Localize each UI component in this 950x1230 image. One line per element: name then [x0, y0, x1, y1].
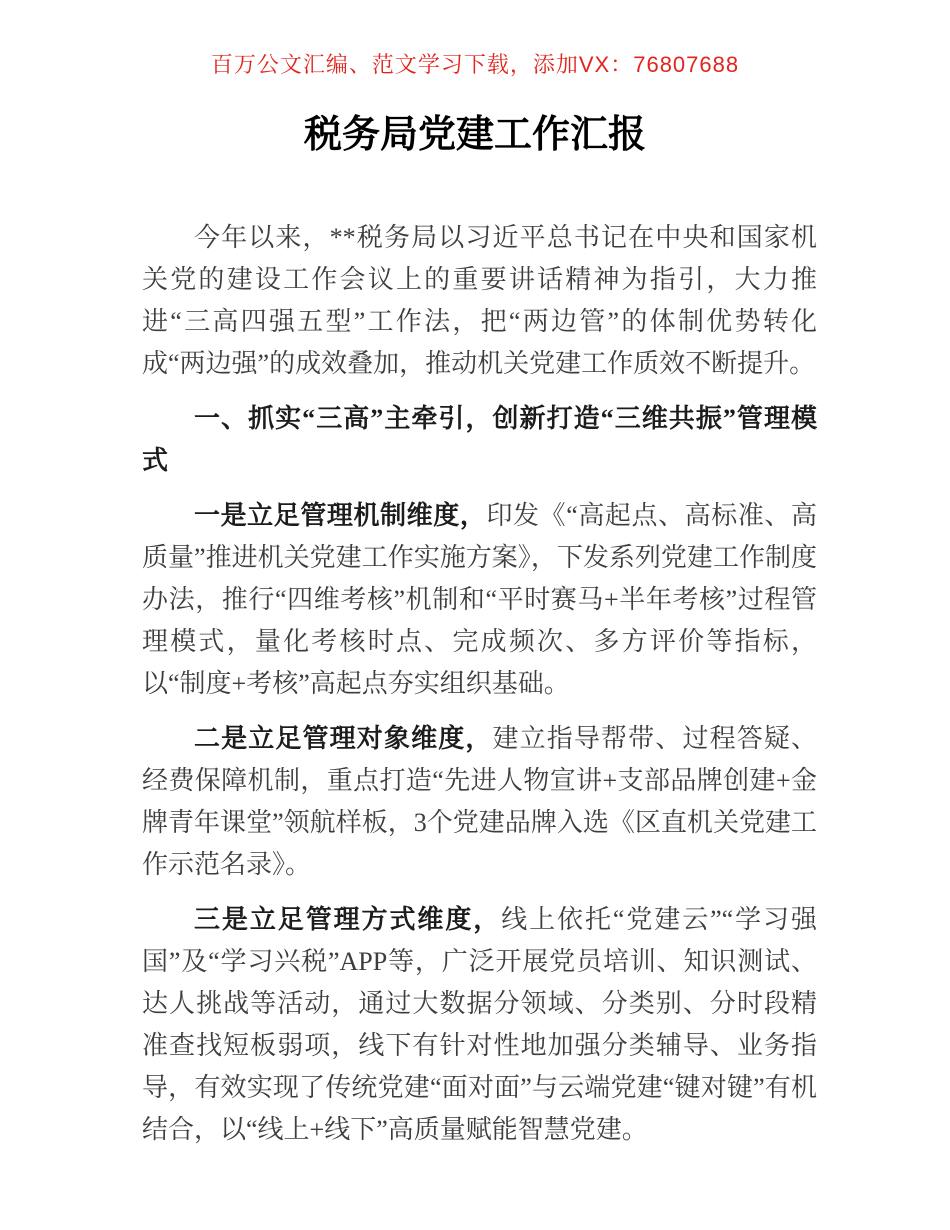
paragraph-text: 今年以来，**税务局以习近平总书记在中央和国家机关党的建设工作会议上的重要讲话精神为指引，大力推进“三高四强五型”工作法，把“两边管”的体制优势转化成“两边强”的成效叠加，推动机关党建工作质效不断提升。: [142, 223, 817, 378]
promo-banner: 百万公文汇编、范文学习下载，添加VX：76807688: [210, 52, 740, 77]
paragraph-text: 线上依托“党建云”“学习强国”及“学习兴税”APP等，广泛开展党员培训、知识测试、达人挑战等活动，通过大数据分领域、分类别、分时段精准查找短板弱项，线下有针对性地加强分类辅导、业务指导，有效实现了传统党建“面对面”与云端党建“键对键”有机结合，以“线上+线下”高质量赋能智慧党建。: [142, 905, 817, 1144]
paragraph-text: 建立指导帮带、过程答疑、经费保障机制，重点打造“先进人物宣讲+支部品牌创建+金牌青年课堂”领航样板，3个党建品牌入选《区直机关党建工作示范名录》。: [142, 724, 817, 879]
paragraph-lead: 一是立足管理机制维度，: [194, 501, 487, 530]
page-title: 税务局党建工作汇报: [303, 114, 646, 156]
heading-text: 一、抓实“三高”主牵引，创新打造“三维共振”管理模式: [142, 404, 817, 475]
section-heading-1: [142, 398, 817, 482]
document-body: [142, 217, 817, 1151]
paragraph-intro: [142, 217, 817, 385]
paragraph-point-2: [142, 718, 817, 886]
paragraph-lead: 三是立足管理方式维度，: [194, 905, 502, 934]
paragraph-point-3: [142, 899, 817, 1151]
paragraph-point-1: [142, 495, 817, 705]
paragraph-text: 印发《“高起点、高标准、高质量”推进机关党建工作实施方案》，下发系列党建工作制度办法，推行“四维考核”机制和“平时赛马+半年考核”过程管理模式，量化考核时点、完成频次、多方评价等指标，以“制度+考核”高起点夯实组织基础。: [142, 501, 817, 698]
paragraph-lead: 二是立足管理对象维度，: [194, 724, 493, 753]
